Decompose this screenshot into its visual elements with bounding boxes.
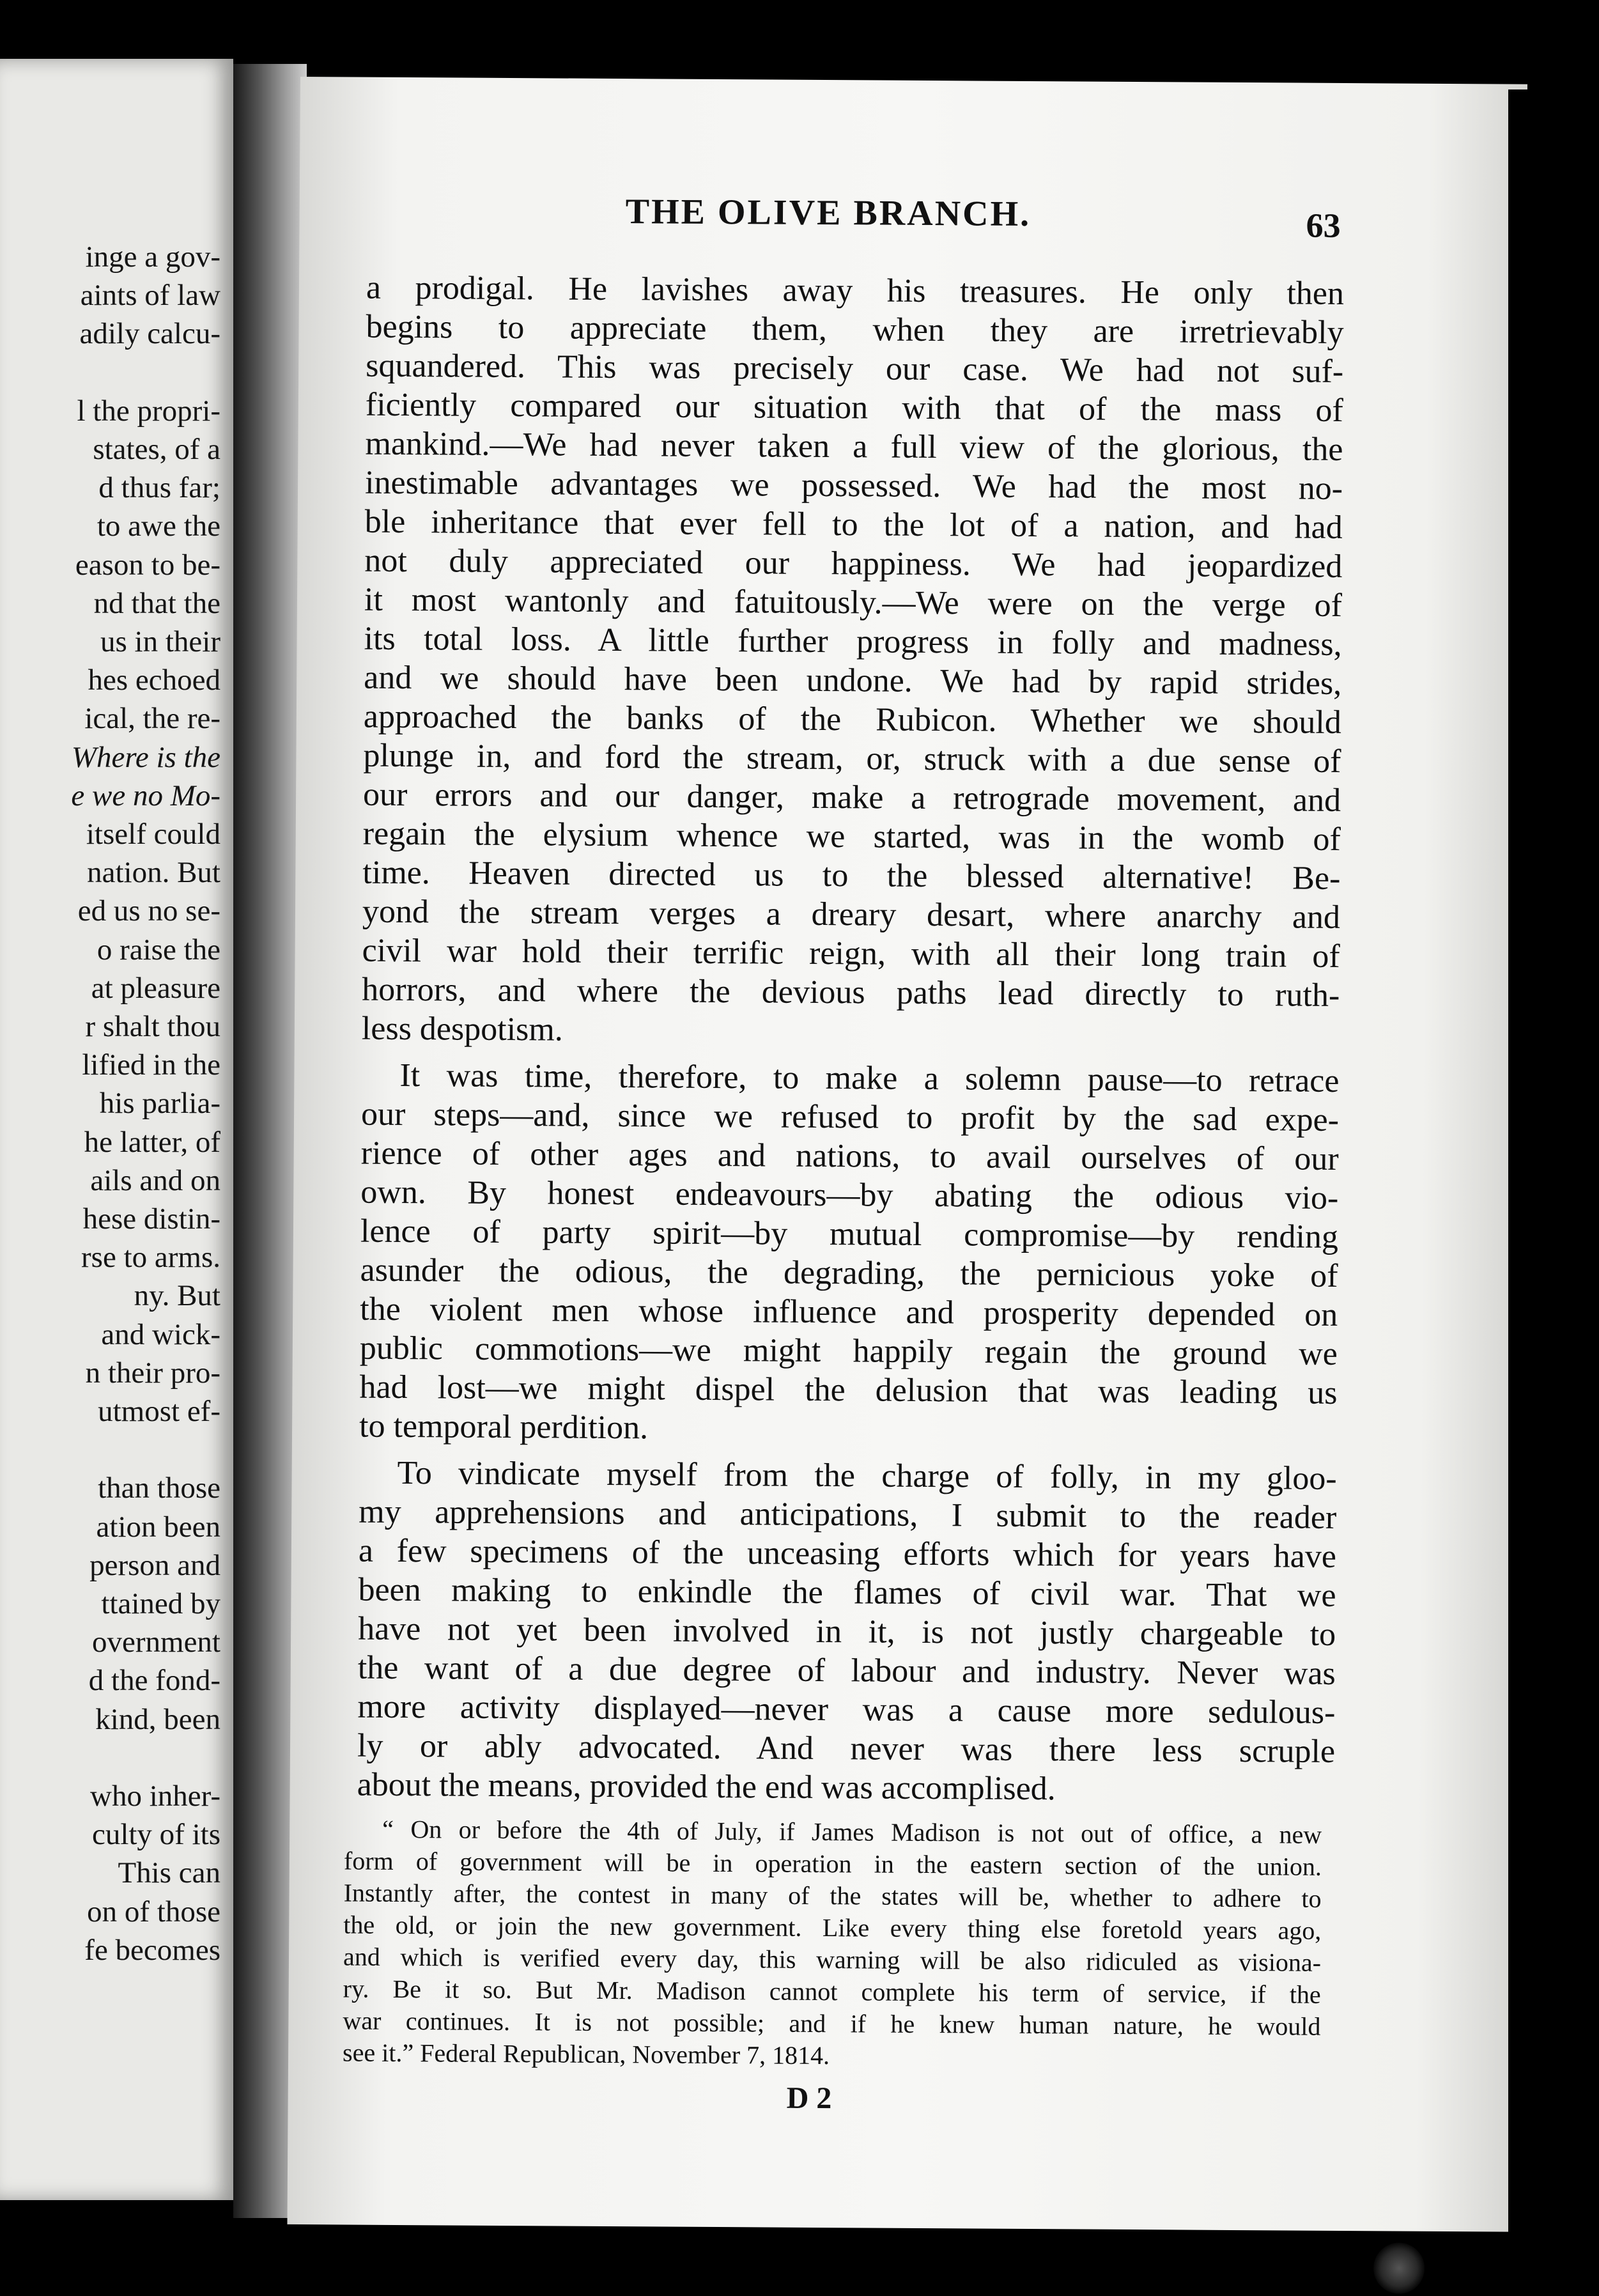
left-page-line: his parlia- bbox=[99, 1087, 220, 1121]
footnote-line: form of government will be in operation in the eastern section of the union. bbox=[343, 1846, 1322, 1881]
body-line: have not yet been involved in it, is not justly chargeable to bbox=[357, 1610, 1336, 1653]
body-line: my apprehensions and anticipations, I submit to the reader bbox=[359, 1493, 1337, 1536]
body-line: public commotions—we might happily regain the ground we bbox=[359, 1330, 1338, 1372]
body-line: begins to appreciate them, when they are irretrievably bbox=[366, 308, 1344, 351]
footnote-line: war continues. It is not possible; and if he knew human nature, he would bbox=[343, 2006, 1321, 2041]
left-page-line: ttained by bbox=[101, 1587, 220, 1620]
footnote-line: ry. Be it so. But Mr. Madison cannot complete his term of service, if the bbox=[343, 1974, 1321, 2009]
body-line: time. Heaven directed us to the blessed alternative! Be- bbox=[362, 854, 1341, 897]
left-page-line: o raise the bbox=[97, 933, 220, 966]
body-line: inestimable advantages we possessed. We had the most no- bbox=[364, 464, 1343, 507]
signature-mark: D 2 bbox=[786, 2081, 832, 2116]
body-line: yond the stream verges a dreary desart, where anarchy and bbox=[362, 893, 1341, 936]
body-line: horrors, and where the devious paths lead directly to ruth- bbox=[362, 971, 1340, 1014]
body-line: more activity displayed—never was a cause more sedulous- bbox=[357, 1688, 1336, 1731]
body-line: civil war hold their terrific reign, with all their long train of bbox=[362, 932, 1340, 975]
left-page-line: to awe the bbox=[97, 509, 220, 543]
left-page-line: rse to arms. bbox=[81, 1241, 220, 1275]
body-line: our errors and our danger, make a retrograde movement, and bbox=[362, 776, 1341, 819]
left-page-line: kind, been bbox=[95, 1702, 220, 1736]
body-line: the violent men whose influence and prosperity depended on bbox=[360, 1291, 1338, 1333]
left-page-line: ation been bbox=[96, 1510, 220, 1544]
left-page-line: us in their bbox=[100, 625, 220, 658]
left-page bbox=[0, 59, 233, 2200]
left-page-line: utmost ef- bbox=[98, 1395, 220, 1428]
body-line: less despotism. bbox=[361, 1010, 563, 1048]
left-page-line: n their pro- bbox=[85, 1356, 220, 1390]
footnote-line: Instantly after, the contest in many of the states will be, whether to adhere to bbox=[343, 1878, 1322, 1913]
left-page-line: he latter, of bbox=[84, 1125, 220, 1159]
running-head: THE OLIVE BRANCH. bbox=[625, 192, 1031, 234]
body-line: To vindicate myself from the charge of folly, in my gloo- bbox=[397, 1454, 1337, 1497]
body-line: to temporal perdition. bbox=[359, 1408, 649, 1447]
left-page-line: on of those bbox=[87, 1895, 220, 1928]
left-page-line: lified in the bbox=[82, 1048, 220, 1082]
left-page-line: nation. But bbox=[87, 856, 220, 890]
left-page-line: overnment bbox=[92, 1625, 220, 1659]
left-page-line: hes echoed bbox=[88, 663, 220, 697]
left-page-line: than those bbox=[98, 1471, 220, 1505]
left-page-line: adily calcu- bbox=[79, 317, 220, 351]
body-line: been making to enkindle the flames of civil war. That we bbox=[358, 1571, 1336, 1614]
left-page-line: nd that the bbox=[93, 586, 220, 620]
body-line: squandered. This was precisely our case. We had not suf- bbox=[366, 347, 1344, 390]
left-page-line: ical, the re- bbox=[84, 702, 220, 736]
body-line: a few specimens of the unceasing efforts which for years have bbox=[358, 1532, 1337, 1575]
ink-smudge bbox=[1373, 2242, 1425, 2293]
body-line: and we should have been undone. We had by rapid strides, bbox=[364, 659, 1342, 702]
left-page-line: states, of a bbox=[93, 433, 220, 466]
left-page-line: e we no Mo- bbox=[71, 779, 220, 812]
page-number: 63 bbox=[1306, 206, 1341, 245]
left-page-line: Where is the bbox=[71, 740, 220, 774]
body-line: the want of a due degree of labour and industry. Never was bbox=[357, 1649, 1336, 1692]
body-line: it most wantonly and fatuitously.—We were on the verge of bbox=[364, 581, 1343, 624]
body-line: had lost—we might dispel the delusion that was leading us bbox=[359, 1369, 1338, 1411]
left-page-line: ails and on bbox=[90, 1163, 220, 1197]
left-page-line: ny. But bbox=[134, 1279, 220, 1313]
footnote-line: and which is verified every day, this warning will be also ridiculed as visiona- bbox=[343, 1942, 1322, 1977]
body-line: mankind.—We had never taken a full view of the glorious, the bbox=[365, 425, 1343, 468]
left-page-line: r shalt thou bbox=[85, 1010, 220, 1043]
left-page-line: culty of its bbox=[91, 1818, 220, 1852]
body-line: own. By honest endeavours—by abating the odious vio- bbox=[360, 1174, 1339, 1216]
left-page-line: l the propri- bbox=[77, 394, 220, 428]
left-page-line: This can bbox=[118, 1856, 220, 1890]
left-page-line: d the fond- bbox=[88, 1664, 220, 1698]
left-page-line: eason to be- bbox=[75, 548, 220, 582]
body-line: It was time, therefore, to make a solemn pause—to retrace bbox=[399, 1057, 1340, 1099]
page-edge-shadow bbox=[1508, 89, 1599, 2244]
left-page-line: inge a gov- bbox=[85, 240, 220, 274]
left-page-line: fe becomes bbox=[84, 1933, 220, 1967]
body-line: ficiently compared our situation with that of the mass of bbox=[365, 386, 1344, 429]
left-page-line: at pleasure bbox=[91, 971, 220, 1005]
left-page-line: ed us no se- bbox=[77, 894, 220, 928]
body-line: plunge in, and ford the stream, or, struck with a due sense of bbox=[363, 737, 1341, 780]
body-line: its total loss. A little further progress in folly and madness, bbox=[364, 620, 1342, 663]
body-line: our steps—and, since we refused to profit by the sad expe- bbox=[360, 1096, 1340, 1138]
body-line: ble inheritance that ever fell to the lot of a nation, and had bbox=[364, 503, 1343, 546]
left-page-line: person and bbox=[89, 1548, 220, 1582]
left-page-line: and wick- bbox=[101, 1317, 220, 1351]
body-line: lence of party spirit—by mutual compromise—by rending bbox=[360, 1213, 1339, 1255]
body-line: about the means, provided the end was accomplised. bbox=[357, 1766, 1056, 1808]
left-page-line: d thus far; bbox=[98, 471, 220, 505]
left-page-line: itself could bbox=[86, 818, 220, 851]
body-line: approached the banks of the Rubicon. Whether we should bbox=[363, 698, 1342, 741]
body-line: a prodigal. He lavishes away his treasures. He only then bbox=[366, 269, 1345, 312]
body-line: rience of other ages and nations, to avail ourselves of our bbox=[360, 1135, 1339, 1177]
footnote-line: see it.” Federal Republican, November 7, 1814. bbox=[342, 2038, 830, 2070]
footnote-line: “ On or before the 4th of July, if James Madison is not out of office, a new bbox=[382, 1814, 1322, 1849]
body-line: not duly appreciated our happiness. We had jeopardized bbox=[364, 542, 1343, 585]
body-line: asunder the odious, the degrading, the pernicious yoke of bbox=[360, 1252, 1338, 1294]
left-page-line: hese distin- bbox=[82, 1202, 220, 1236]
right-page bbox=[287, 77, 1527, 2232]
body-line: regain the elysium whence we started, was in the womb of bbox=[362, 815, 1341, 858]
footnote-line: the old, or join the new government. Like every thing else foretold years ago, bbox=[343, 1910, 1322, 1945]
left-page-line: aints of law bbox=[80, 279, 220, 313]
left-page-line: who inher- bbox=[90, 1780, 220, 1813]
body-line: ly or ably advocated. And never was there less scruple bbox=[357, 1727, 1336, 1770]
